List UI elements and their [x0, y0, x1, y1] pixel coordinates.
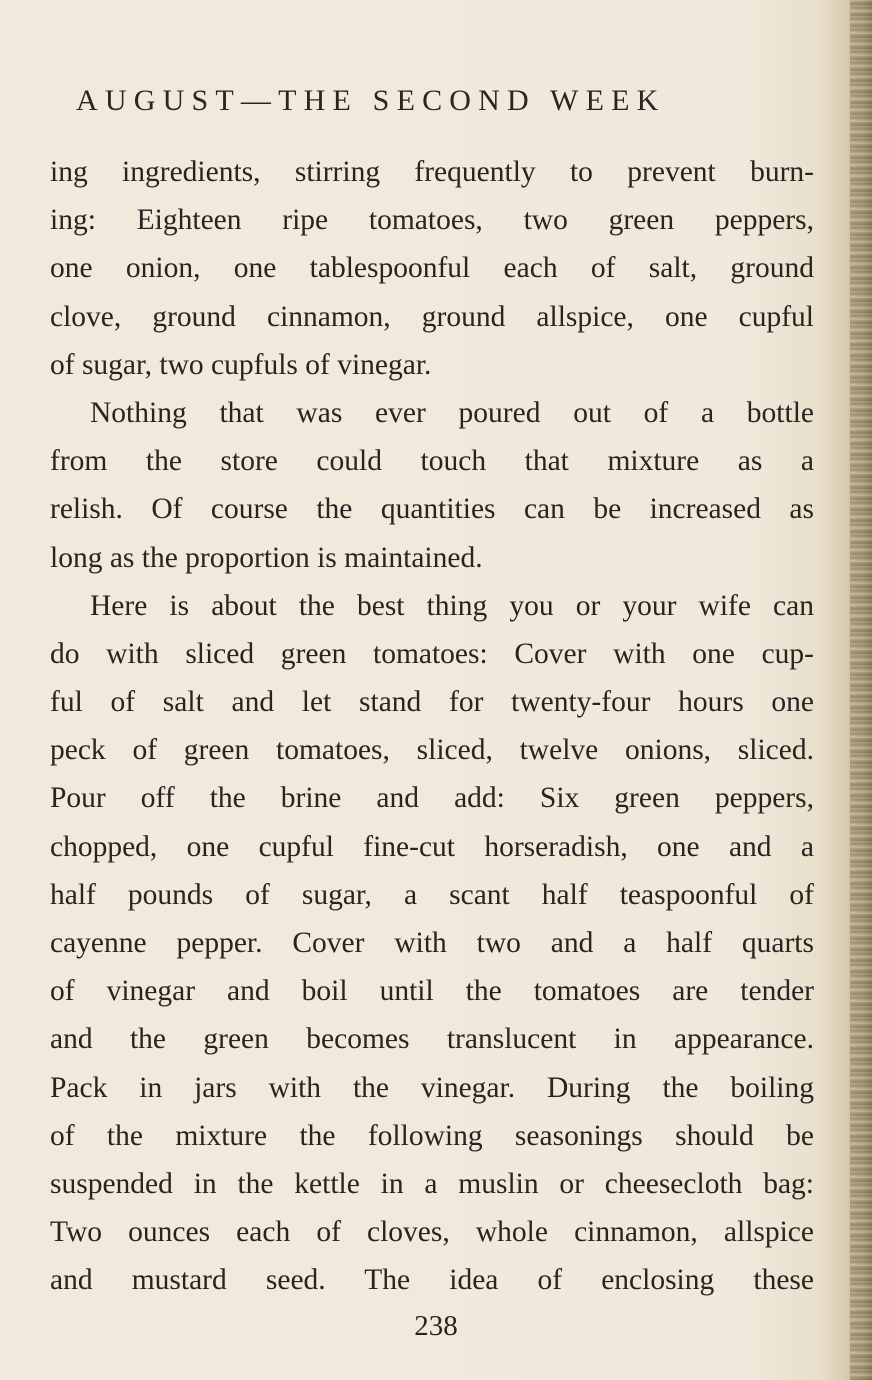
text-line: and the green becomes translucent in appearance. [50, 1023, 814, 1056]
page-number: 238 [414, 1310, 458, 1342]
text-line: Two ounces each of cloves, whole cinnamon, allspice [50, 1216, 814, 1249]
text-line: cayenne pepper. Cover with two and a half quarts [50, 927, 814, 959]
running-header: AUGUST—THE SECOND WEEK [76, 84, 666, 117]
text-line: relish. Of course the quantities can be increased as [50, 493, 814, 526]
text-line: of sugar, two cupfuls of vinegar. [50, 348, 432, 381]
text-line: ful of salt and let stand for twenty-four hours one [50, 686, 814, 719]
text-line: Nothing that was ever poured out of a bottle [90, 396, 814, 429]
text-line: half pounds of sugar, a scant half teaspoonful of [50, 878, 814, 911]
text-line: chopped, one cupful fine-cut horseradish, one and a [50, 830, 814, 863]
body-text [50, 148, 814, 1305]
text-line: long as the proportion is maintained. [50, 541, 483, 574]
text-line: and mustard seed. The idea of enclosing these [50, 1264, 814, 1297]
text-line: of vinegar and boil until the tomatoes are tender [50, 975, 814, 1008]
text-line: Here is about the best thing you or your wife can [90, 589, 814, 622]
text-line: of the mixture the following seasonings should be [50, 1119, 814, 1152]
text-line: peck of green tomatoes, sliced, twelve onions, sliced. [50, 734, 814, 767]
page-edge [850, 0, 872, 1380]
text-line: Pack in jars with the vinegar. During the boiling [50, 1071, 814, 1104]
text-line: ing ingredients, stirring frequently to prevent burn- [50, 156, 814, 188]
text-line: do with sliced green tomatoes: Cover with one cup- [50, 637, 814, 670]
text-line: clove, ground cinnamon, ground allspice, one cupful [50, 300, 814, 333]
text-line: Pour off the brine and add: Six green peppers, [50, 782, 814, 815]
text-line: ing: Eighteen ripe tomatoes, two green peppers, [50, 204, 814, 237]
text-line: one onion, one tablespoonful each of salt, ground [50, 252, 814, 285]
text-line: from the store could touch that mixture as a [50, 445, 814, 478]
text-line: suspended in the kettle in a muslin or cheesecloth bag: [50, 1167, 814, 1200]
